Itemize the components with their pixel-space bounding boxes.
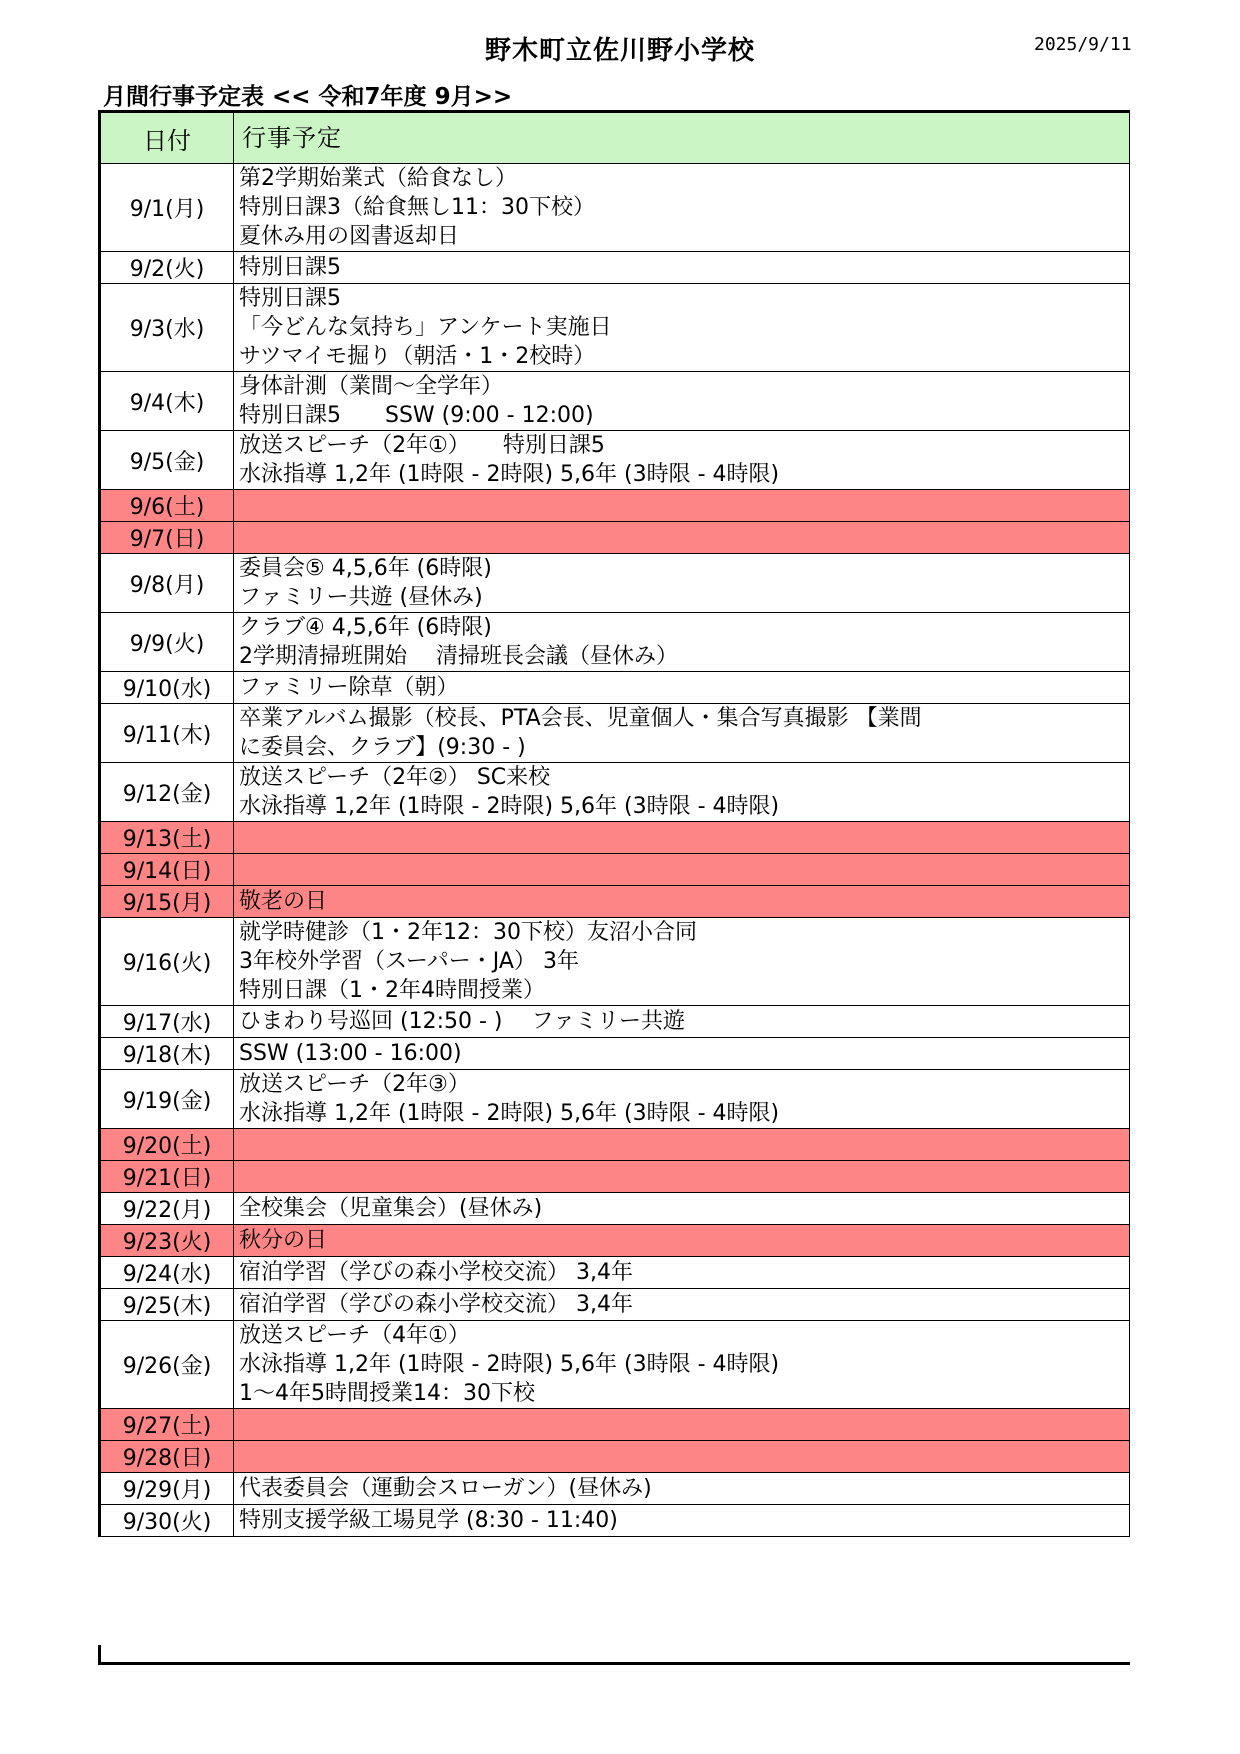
- row-date: 9/12(金): [100, 763, 234, 822]
- row-date: 9/26(金): [100, 1321, 234, 1409]
- row-events: [234, 822, 1130, 854]
- row-events: [234, 252, 1130, 284]
- row-events: [234, 1193, 1130, 1225]
- event-line: 3年校外学習（スーパー・JA） 3年: [239, 949, 579, 974]
- event-line: 水泳指導 1,2年 (1時限 - 2時限) 5,6年 (3時限 - 4時限): [239, 794, 780, 819]
- row-date: 9/15(月): [100, 886, 234, 918]
- schedule-row: [100, 854, 1130, 886]
- event-line: 「今どんな気持ち」アンケート実施日: [239, 315, 612, 340]
- row-date: 9/30(火): [100, 1505, 234, 1537]
- row-events: [234, 1505, 1130, 1537]
- print-date: 2025/9/11: [1034, 34, 1132, 55]
- event-line: 宿泊学習（学びの森小学校交流） 3,4年: [239, 1292, 633, 1317]
- row-date: 9/11(木): [100, 704, 234, 763]
- row-date: 9/23(火): [100, 1225, 234, 1257]
- row-events: [234, 284, 1130, 372]
- schedule-row: [100, 554, 1130, 613]
- event-line: クラブ④ 4,5,6年 (6時限): [239, 615, 492, 640]
- event-line: 夏休み用の図書返却日: [239, 224, 460, 249]
- table-header-row: [100, 112, 1130, 164]
- schedule-row: [100, 1321, 1130, 1409]
- row-date: 9/17(水): [100, 1006, 234, 1038]
- schedule-row: [100, 372, 1130, 431]
- row-date: 9/28(日): [100, 1441, 234, 1473]
- event-line: ファミリー共遊 (昼休み): [239, 585, 483, 610]
- row-date: 9/25(木): [100, 1289, 234, 1321]
- row-date: 9/18(木): [100, 1038, 234, 1070]
- event-line: 代表委員会（運動会スローガン）(昼休み): [239, 1476, 652, 1501]
- schedule-row: [100, 1505, 1130, 1537]
- row-date: 9/9(火): [100, 613, 234, 672]
- row-events: [234, 1289, 1130, 1321]
- row-events: [234, 522, 1130, 554]
- row-events: [234, 1257, 1130, 1289]
- event-line: 特別日課（1・2年4時間授業）: [239, 978, 545, 1003]
- schedule-row: [100, 1193, 1130, 1225]
- event-line: 第2学期始業式（給食なし）: [239, 166, 517, 191]
- schedule-row: [100, 1038, 1130, 1070]
- table-footer: [98, 1645, 1130, 1665]
- event-line: サツマイモ掘り（朝活・1・2校時）: [239, 344, 596, 369]
- row-date: 9/7(日): [100, 522, 234, 554]
- row-events: [234, 763, 1130, 822]
- schedule-row: [100, 1225, 1130, 1257]
- schedule-row: [100, 1129, 1130, 1161]
- event-line: 放送スピーチ（2年③）: [239, 1072, 470, 1097]
- row-events: [234, 1321, 1130, 1409]
- schedule-row: [100, 431, 1130, 490]
- event-line: 身体計測（業間～全学年）: [239, 374, 504, 399]
- row-events: [234, 1070, 1130, 1129]
- row-events: [234, 372, 1130, 431]
- schedule-row: [100, 822, 1130, 854]
- event-line: 水泳指導 1,2年 (1時限 - 2時限) 5,6年 (3時限 - 4時限): [239, 1101, 780, 1126]
- row-date: 9/19(金): [100, 1070, 234, 1129]
- event-line: 特別日課3（給食無し11：30下校）: [239, 195, 595, 220]
- schedule-row: [100, 522, 1130, 554]
- event-line: 放送スピーチ（4年①）: [239, 1323, 470, 1348]
- schedule-row: [100, 164, 1130, 252]
- row-events: [234, 554, 1130, 613]
- row-events: [234, 613, 1130, 672]
- school-name: 野木町立佐川野小学校: [484, 36, 755, 66]
- schedule-row: [100, 1257, 1130, 1289]
- row-date: 9/1(月): [100, 164, 234, 252]
- event-line: 水泳指導 1,2年 (1時限 - 2時限) 5,6年 (3時限 - 4時限): [239, 1352, 780, 1377]
- row-events: [234, 886, 1130, 918]
- event-line: ひまわり号巡回 (12:50 - ) ファミリー共遊: [239, 1009, 686, 1034]
- event-line: 特別日課5: [239, 255, 341, 280]
- row-events: [234, 1161, 1130, 1193]
- event-line: 全校集会（児童集会）(昼休み): [239, 1196, 543, 1221]
- row-date: 9/21(日): [100, 1161, 234, 1193]
- row-events: [234, 1006, 1130, 1038]
- event-line: 宿泊学習（学びの森小学校交流） 3,4年: [239, 1260, 633, 1285]
- schedule-row: [100, 1161, 1130, 1193]
- row-date: 9/13(土): [100, 822, 234, 854]
- event-line: 放送スピーチ（2年①） 特別日課5: [239, 433, 605, 458]
- row-date: 9/22(月): [100, 1193, 234, 1225]
- row-date: 9/2(火): [100, 252, 234, 284]
- event-line: 特別日課5: [239, 286, 341, 311]
- column-header-date: 日付: [100, 112, 234, 164]
- event-line: 2学期清掃班開始 清掃班長会議（昼休み）: [239, 644, 678, 669]
- schedule-row: [100, 672, 1130, 704]
- row-events: [234, 672, 1130, 704]
- row-events: [234, 704, 1130, 763]
- row-events: [234, 1441, 1130, 1473]
- event-line: 卒業アルバム撮影（校長、PTA会長、児童個人・集合写真撮影 【業間: [239, 706, 922, 731]
- row-events: [234, 1225, 1130, 1257]
- schedule-title: 月間行事予定表 << 令和7年度 9月>>: [103, 84, 513, 110]
- event-line: に委員会、クラブ】(9:30 - ): [239, 735, 526, 760]
- schedule-row: [100, 490, 1130, 522]
- row-events: [234, 431, 1130, 490]
- event-line: 放送スピーチ（2年②） SC来校: [239, 765, 551, 790]
- row-events: [234, 1038, 1130, 1070]
- row-events: [234, 1409, 1130, 1441]
- row-date: 9/4(木): [100, 372, 234, 431]
- event-line: ファミリー除草（朝）: [239, 675, 459, 700]
- row-date: 9/16(火): [100, 918, 234, 1006]
- schedule-row: [100, 918, 1130, 1006]
- event-line: 1～4年5時間授業14：30下校: [239, 1381, 535, 1406]
- schedule-row: [100, 704, 1130, 763]
- schedule-row: [100, 1289, 1130, 1321]
- row-events: [234, 918, 1130, 1006]
- schedule-row: [100, 886, 1130, 918]
- row-date: 9/29(月): [100, 1473, 234, 1505]
- row-events: [234, 1473, 1130, 1505]
- event-line: 秋分の日: [239, 1228, 328, 1253]
- row-date: 9/10(水): [100, 672, 234, 704]
- schedule-table: [98, 110, 1130, 1537]
- event-line: 敬老の日: [239, 889, 328, 914]
- row-events: [234, 1129, 1130, 1161]
- schedule-row: [100, 1006, 1130, 1038]
- row-events: [234, 164, 1130, 252]
- row-date: 9/20(土): [100, 1129, 234, 1161]
- event-line: 就学時健診（1・2年12：30下校）友沼小合同: [239, 920, 697, 945]
- schedule-row: [100, 1473, 1130, 1505]
- row-date: 9/14(日): [100, 854, 234, 886]
- row-date: 9/5(金): [100, 431, 234, 490]
- row-events: [234, 490, 1130, 522]
- schedule-row: [100, 763, 1130, 822]
- row-date: 9/6(土): [100, 490, 234, 522]
- schedule-row: [100, 1070, 1130, 1129]
- row-date: 9/3(水): [100, 284, 234, 372]
- schedule-row: [100, 613, 1130, 672]
- event-line: 水泳指導 1,2年 (1時限 - 2時限) 5,6年 (3時限 - 4時限): [239, 462, 780, 487]
- column-header-events: 行事予定: [234, 112, 1130, 164]
- schedule-row: [100, 252, 1130, 284]
- event-line: 特別支援学級工場見学 (8:30 - 11:40): [239, 1508, 618, 1533]
- row-date: 9/8(月): [100, 554, 234, 613]
- event-line: SSW (13:00 - 16:00): [239, 1041, 462, 1066]
- event-line: 特別日課5 SSW (9:00 - 12:00): [239, 403, 594, 428]
- schedule-row: [100, 1441, 1130, 1473]
- schedule-row: [100, 1409, 1130, 1441]
- schedule-row: [100, 284, 1130, 372]
- event-line: 委員会⑤ 4,5,6年 (6時限): [239, 556, 492, 581]
- row-date: 9/24(水): [100, 1257, 234, 1289]
- row-events: [234, 854, 1130, 886]
- row-date: 9/27(土): [100, 1409, 234, 1441]
